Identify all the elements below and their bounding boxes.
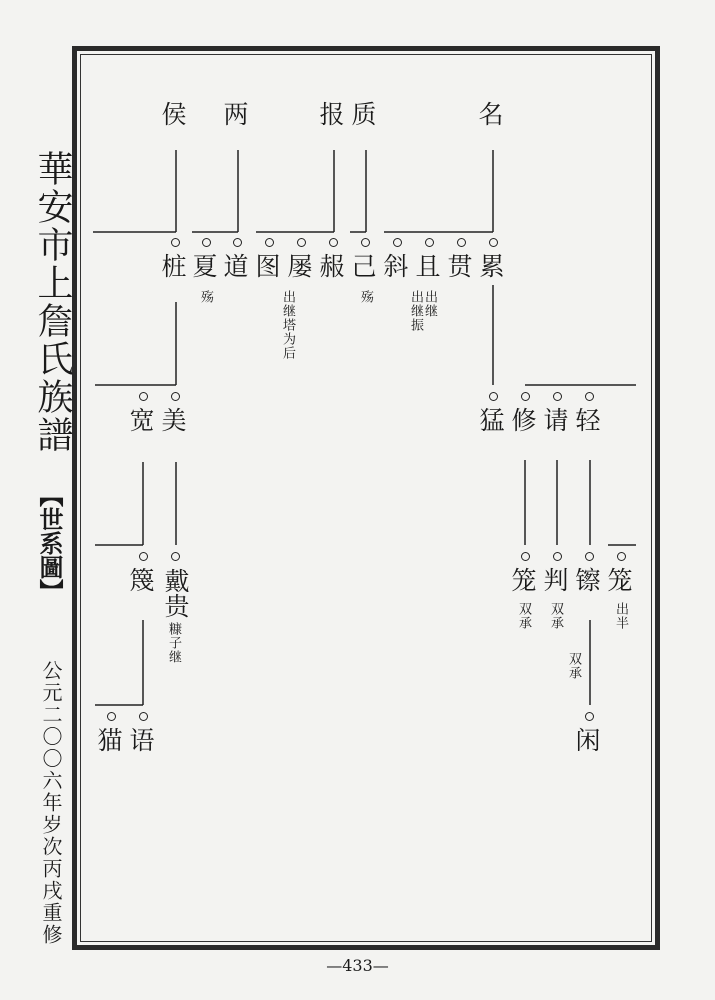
revision-date: 公元二〇〇六年岁次丙戌重修 (39, 660, 63, 946)
gen2-name: 修 (511, 406, 537, 435)
note-kangzi: 糠子继 (166, 622, 181, 664)
node-marker (585, 712, 594, 721)
gen2-name: 轻 (575, 406, 601, 435)
node-marker (425, 238, 434, 247)
note-shuangcheng: 双承 (516, 602, 531, 630)
gen1-name: 赧 (319, 252, 345, 281)
note-shuangcheng: 双承 (548, 602, 563, 630)
gen1-name: 且 (415, 252, 441, 281)
gen1-name: 累 (479, 252, 505, 281)
node-marker (457, 238, 466, 247)
node-marker (361, 238, 370, 247)
gen1-name: 屡 (287, 252, 313, 281)
gen1-name: 斜 (383, 252, 409, 281)
top-name-ming: 名 (478, 100, 504, 129)
node-marker (553, 392, 562, 401)
genealogy-title: 華安市上詹氏族譜 (32, 150, 73, 454)
node-marker (521, 392, 530, 401)
top-name-hou: 侯 (161, 100, 187, 129)
gen4-name: 猫 (97, 726, 123, 755)
node-marker (617, 552, 626, 561)
node-marker (297, 238, 306, 247)
node-marker (171, 238, 180, 247)
gen1-name: 贯 (447, 252, 473, 281)
node-marker (585, 552, 594, 561)
node-marker (265, 238, 274, 247)
note-ji: 殇 (358, 290, 373, 304)
gen4-name: 语 (129, 726, 155, 755)
page-number: —433— (326, 956, 389, 975)
node-marker (393, 238, 402, 247)
node-marker (553, 552, 562, 561)
node-marker (521, 552, 530, 561)
gen2-name: 宽 (129, 406, 155, 435)
gen4-name: 闲 (575, 726, 601, 755)
node-marker (171, 392, 180, 401)
note-chuban: 出半 (613, 602, 628, 630)
node-marker (139, 552, 148, 561)
gen2-name: 美 (161, 406, 187, 435)
node-marker (585, 392, 594, 401)
node-marker (233, 238, 242, 247)
note-xie: 出继振 (408, 290, 423, 332)
node-marker (329, 238, 338, 247)
top-name-zhi: 质 (351, 100, 377, 129)
gen3-name: 笼 (511, 566, 537, 595)
note-qie: 出继 (422, 290, 437, 318)
gen3-name: 篾 (129, 566, 155, 595)
gen1-name: 桩 (161, 252, 187, 281)
gen1-name: 道 (223, 252, 249, 281)
gen1-name: 图 (255, 252, 281, 281)
gen3-name: 戴贵 (161, 568, 190, 618)
top-name-liang: 两 (223, 100, 249, 129)
note-tu: 出继塔为后 (280, 290, 295, 360)
node-marker (139, 712, 148, 721)
gen3-name: 镲 (575, 566, 601, 595)
node-marker (107, 712, 116, 721)
gen2-name: 请 (543, 406, 569, 435)
node-marker (489, 238, 498, 247)
node-marker (202, 238, 211, 247)
gen1-name: 夏 (192, 252, 218, 281)
top-name-bao: 报 (319, 100, 345, 129)
note-shuangcheng: 双承 (566, 652, 581, 680)
section-label: 【世系圖】 (35, 483, 64, 603)
node-marker (139, 392, 148, 401)
gen1-name: 己 (351, 252, 377, 281)
gen3-name: 判 (543, 566, 569, 595)
node-marker (489, 392, 498, 401)
gen3-name: 笼 (607, 566, 633, 595)
gen2-name: 猛 (479, 406, 505, 435)
note-xia: 殇 (198, 290, 213, 304)
node-marker (171, 552, 180, 561)
